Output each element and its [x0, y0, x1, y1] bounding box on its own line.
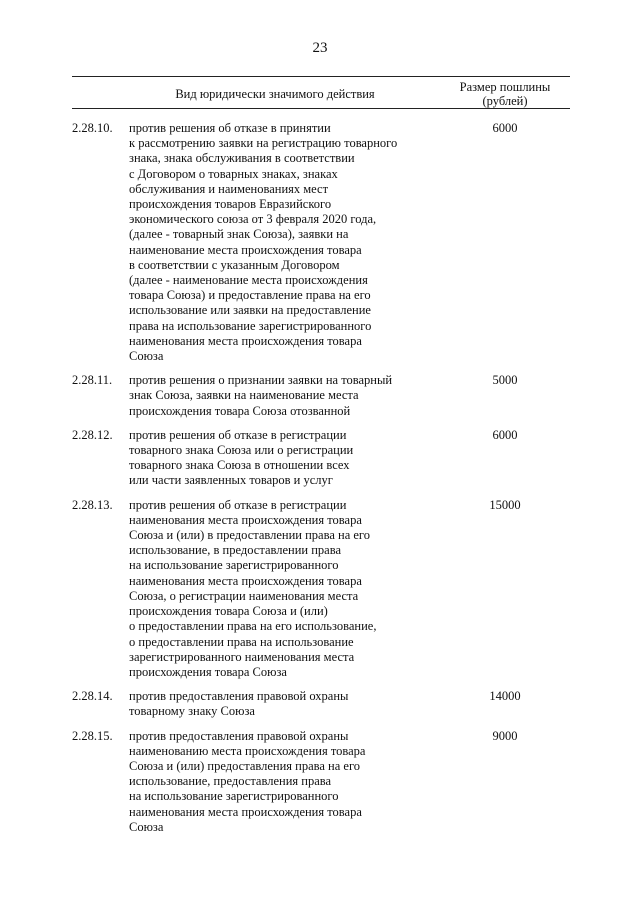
table-row: [72, 498, 570, 680]
fee-table-body: [72, 121, 570, 844]
table-row: [72, 121, 570, 364]
row-code: 2.28.10.: [72, 121, 113, 135]
row-description: против решения о признании заявки на товарный знак Союза, заявки на наименование места происхождения товара Союза отозванной: [129, 373, 393, 418]
row-description: против решения об отказе в принятии к рассмотрению заявки на регистрацию товарного знака, знака обслуживания в соответствии с Договором о товарных знаках, знаках обслуживания и наименованиях мест происхождения товаров Евразийского экономического союза от 3 февраля 2020 года, (далее - товарный знак Союза), заявки на наименование места происхождения товара в соответствии с указанным Договором (далее - наименование места происхождения товара Союза) и предоставление права на его использование или заявки на предоставление права на использование зарегистрированного наименования места происхождения товара Союза: [129, 121, 398, 364]
row-fee: 15000: [489, 497, 521, 512]
header-fee-label: [440, 80, 570, 108]
row-code: 2.28.14.: [72, 689, 113, 704]
table-row: [72, 428, 570, 489]
row-description: против решения об отказе в регистрации наименования места происхождения товара Союза и (или) в предоставлении права на его использование, в предоставлении права на использование зарегистрированного наименования места происхождения товара Союза, о регистрации наименования места происхождения товара Союза и (или) о предоставлении права на его использование, о предоставлении права на использование зарегистрированного наименования места происхождения товара Союза: [129, 497, 377, 679]
table-row: [72, 689, 570, 719]
row-description: против решения об отказе в регистрации товарного знака Союза или о регистрации товарного знака Союза в отношении всех или части заявленных товаров и услуг: [129, 427, 354, 488]
table-row: [72, 729, 570, 835]
header-action-label: Вид юридически значимого действия: [175, 87, 375, 101]
header-fee-label-line2: (рублей): [482, 94, 528, 108]
row-description: против предоставления правовой охраны товарному знаку Союза: [129, 689, 349, 719]
row-fee: 6000: [492, 121, 518, 135]
table-row: [72, 373, 570, 419]
row-fee: 5000: [492, 373, 518, 388]
page-number: 23: [312, 40, 328, 56]
row-code: 2.28.13.: [72, 497, 113, 512]
row-fee: 9000: [492, 728, 518, 743]
row-code: 2.28.15.: [72, 728, 113, 743]
table-header: [72, 76, 570, 109]
header-fee-label-line1: Размер пошлины: [459, 80, 551, 94]
row-description: против предоставления правовой охраны наименованию места происхождения товара Союза и (или) предоставления права на его использование, предоставления права на использование зарегистрированного наименования места происхождения товара Союза: [129, 728, 366, 834]
row-fee: 6000: [492, 427, 518, 442]
row-code: 2.28.12.: [72, 427, 113, 442]
row-code: 2.28.11.: [72, 373, 113, 388]
row-fee: 14000: [489, 689, 521, 704]
